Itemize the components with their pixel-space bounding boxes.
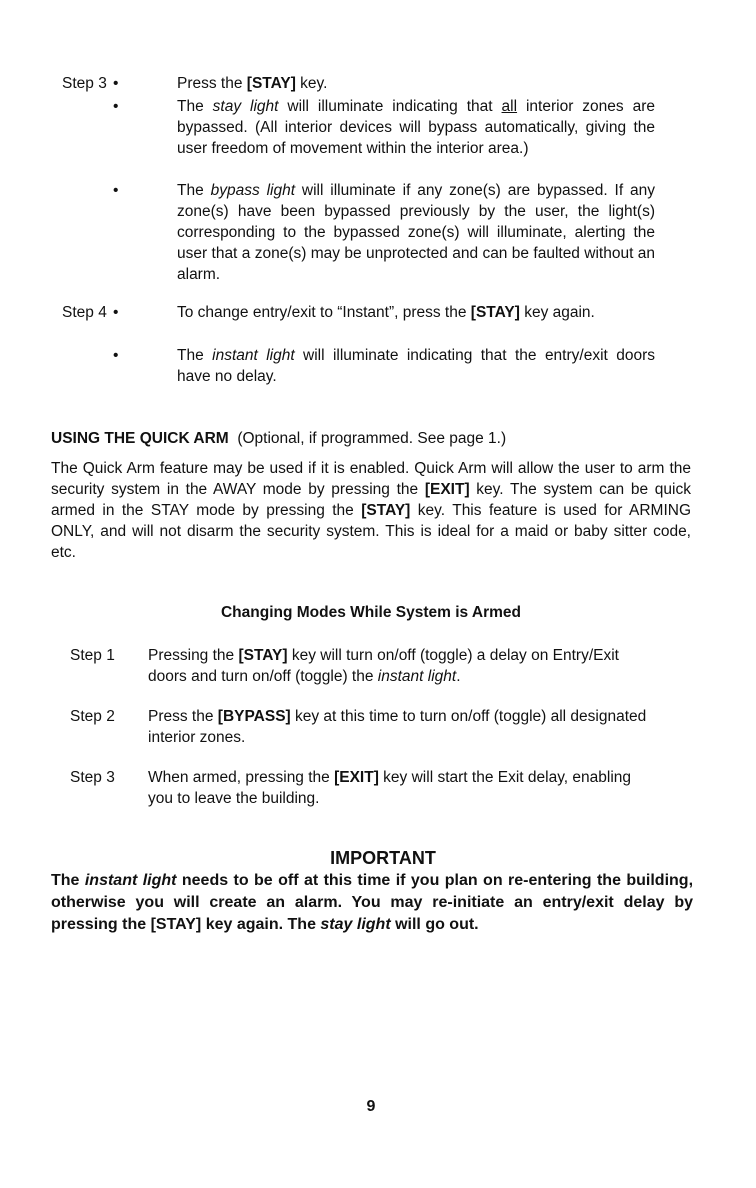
step-label: Step 4 [62, 304, 107, 321]
changing-step-1-text: Pressing the [STAY] key will turn on/off (toggle) a delay on Entry/Exit doors and turn on/off (toggle) the instant light. [148, 647, 619, 685]
changing-step-2-text: Press the [BYPASS] key at this time to turn on/off (toggle) all designated interior zones. [148, 708, 647, 746]
quick-arm-heading [51, 428, 701, 449]
bullet-text: To change entry/exit to “Instant”, press the [STAY] key again. [177, 304, 595, 321]
bullet-dot: • [113, 347, 119, 364]
bullet-text: The instant light will illuminate indicating that the entry/exit doors have no delay. [177, 347, 655, 385]
bullet-dot: • [113, 304, 119, 321]
step-label: Step 2 [70, 708, 115, 725]
step-label: Step 1 [70, 647, 115, 664]
bullet-text: The stay light will illuminate indicating that all interior zones are bypassed. (All interior devices will bypass automatically, giving the user freedom of movement within the interior area.) [177, 98, 656, 157]
heading-note: (Optional, if programmed. See page 1.) [237, 430, 507, 447]
bullet-text: Press the [STAY] key. [177, 75, 328, 92]
bullet-dot: • [113, 75, 119, 92]
bullet-dot: • [113, 182, 119, 199]
quick-arm-paragraph: The Quick Arm feature may be used if it is enabled. Quick Arm will allow the user to arm the security system in the AWAY mode by pressing the [EXIT] key. The system can be quick armed in the STAY mode by pressing the [STAY] key. This feature is used for ARMING ONLY, and will not disarm the security system. This is ideal for a maid or baby sitter code, etc. [51, 460, 691, 561]
bullet-text: The bypass light will illuminate if any zone(s) are bypassed. If any zone(s) have been bypassed previously by the user, the light(s) corresponding to the bypassed zone(s) will illuminate, alerting the user that a zone(s) may be unprotected and can be faulted without an alarm. [177, 182, 655, 283]
changing-modes-title: Changing Modes While System is Armed [220, 604, 521, 621]
bullet-dot: • [113, 98, 119, 115]
step-label: Step 3 [62, 75, 107, 92]
changing-step-3-text: When armed, pressing the [EXIT] key will start the Exit delay, enabling you to leave the building. [148, 769, 632, 807]
section-heading: USING THE QUICK ARM [51, 430, 229, 447]
page-number: 9 [366, 1098, 376, 1115]
important-paragraph: The instant light needs to be off at this time if you plan on re-entering the building, otherwise you will create an alarm. You may re-initiate an entry/exit delay by pressing the [STAY] key again. The stay light will go out. [51, 872, 694, 933]
step-label: Step 3 [70, 769, 115, 786]
important-title: IMPORTANT [330, 848, 436, 868]
